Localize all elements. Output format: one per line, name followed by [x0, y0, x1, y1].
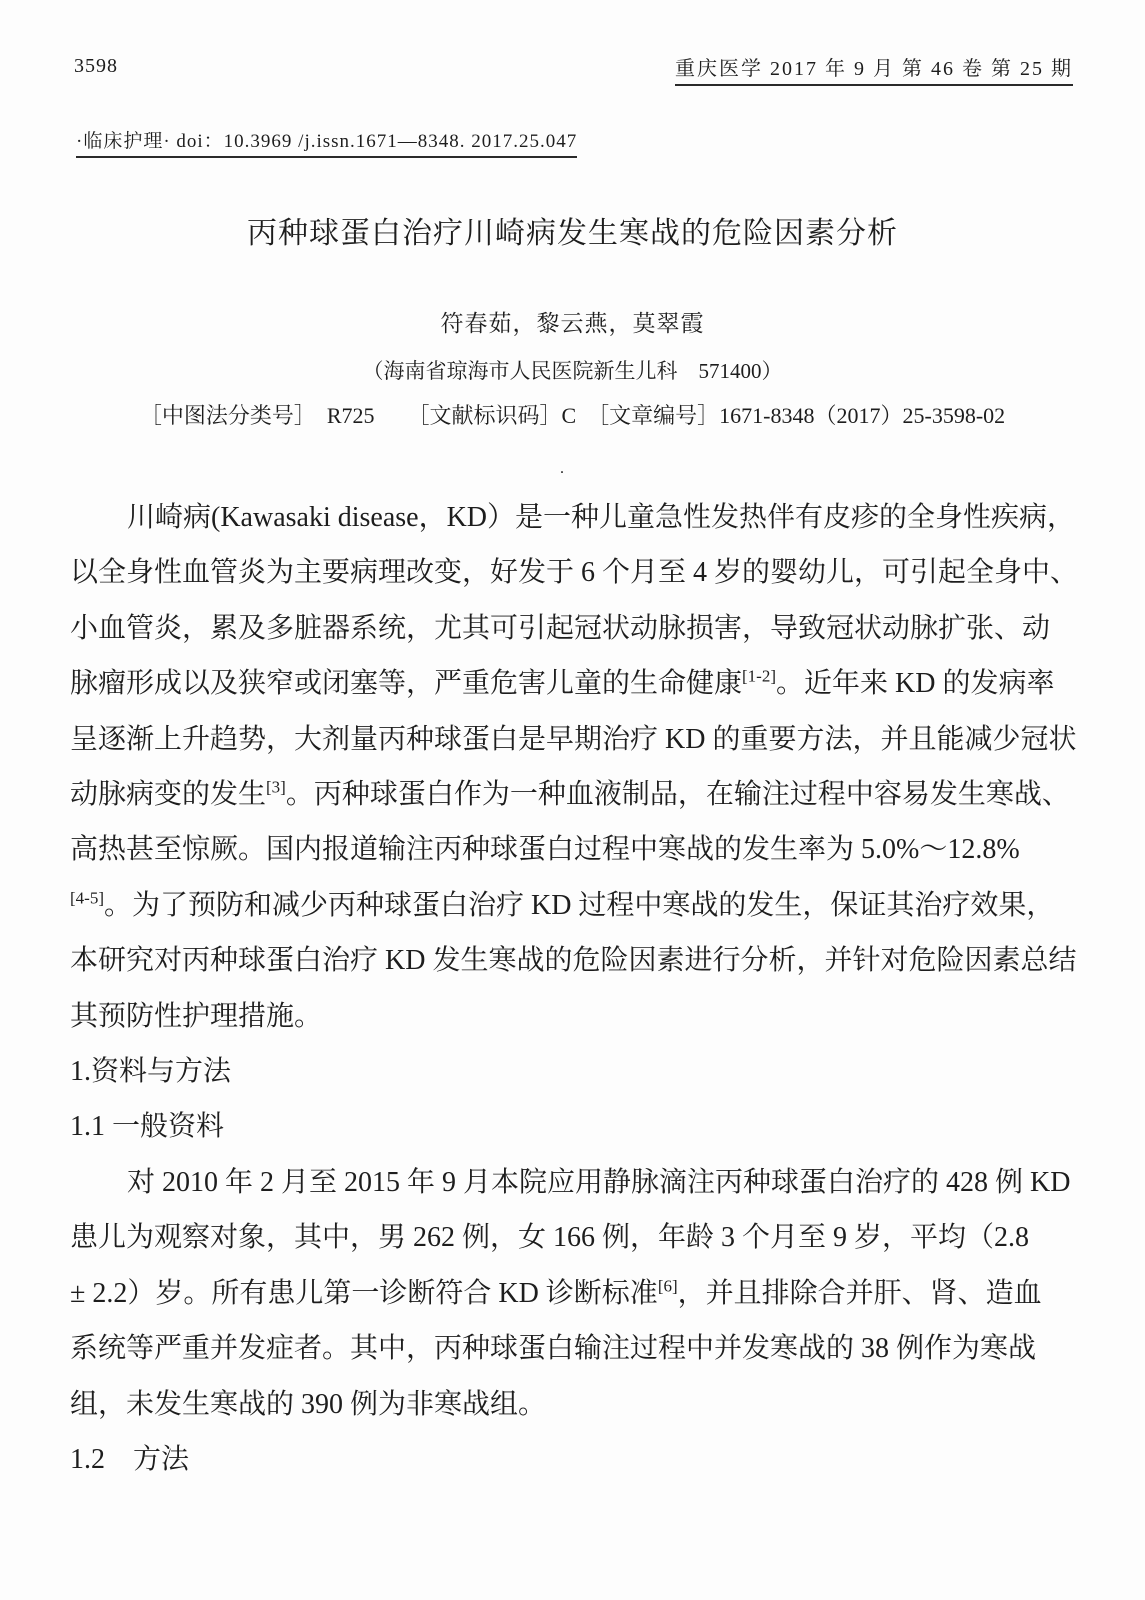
paragraph-line: [70, 767, 1076, 822]
text-segment: 1.资料与方法: [70, 1056, 232, 1088]
paragraph-line: [70, 1377, 1076, 1432]
paragraph-line: [70, 878, 1076, 933]
text-segment: 。近年来 KD 的发病率: [776, 668, 1055, 700]
text-segment: ，并且排除合并肝、肾、造血: [677, 1277, 1042, 1309]
citation-superscript: [1-2]: [742, 666, 776, 686]
text-segment: 小血管炎，累及多脏器系统，尤其可引起冠状动脉损害，导致冠状动脉扩张、动: [70, 612, 1051, 644]
author-list: 符春茹，黎云燕，莫翠霞: [440, 311, 705, 336]
text-segment: 。为了预防和减少丙种球蛋白治疗 KD 过程中寒战的发生，保证其治疗效果，: [103, 889, 1055, 921]
scan-artifact-dot: .: [560, 460, 564, 477]
paragraph-line: [70, 822, 1076, 877]
text-segment: 川崎病(Kawasaki disease，KD）是一种儿童急性发热伴有皮疹的全身性疾病，: [127, 502, 1076, 533]
text-segment: 动脉病变的发生: [70, 779, 267, 811]
text-segment: 本研究对丙种球蛋白治疗 KD 发生寒战的危险因素进行分析，并针对危险因素总结: [70, 945, 1077, 977]
paragraph-line: [70, 545, 1079, 600]
article-body: [70, 490, 1079, 1487]
text-segment: 患儿为观察对象，其中，男 262 例，女 166 例，年龄 3 个月至 9 岁，平均（2.8: [70, 1222, 1030, 1254]
text-segment: 以全身性血管炎为主要病理改变，好发于 6 个月至 4 岁的婴幼儿，可引起全身中、: [70, 557, 1079, 589]
paragraph-line: [70, 490, 1076, 545]
paragraph-line: [70, 1266, 1076, 1321]
section-heading: [70, 1044, 1076, 1099]
affiliation: （海南省琼海市人民医院新生儿科 571400）: [362, 359, 783, 383]
citation-superscript: [3]: [266, 777, 286, 797]
text-segment: 高热甚至惊厥。国内报道输注丙种球蛋白过程中寒战的发生率为 5.0%～12.8%: [70, 834, 1020, 866]
paragraph-line: [70, 656, 1076, 711]
section-heading: [70, 1099, 1076, 1154]
text-segment: 对 2010 年 2 月至 2015 年 9 月本院应用静脉滴注丙种球蛋白治疗的 428 例 KD: [127, 1166, 1071, 1198]
journal-issue-header: 重庆医学 2017 年 9 月 第 46 卷 第 25 期: [675, 52, 1073, 86]
text-segment: 1.1 一般资料: [70, 1111, 225, 1143]
paragraph-line: [70, 601, 1076, 656]
text-segment: 系统等严重并发症者。其中，丙种球蛋白输注过程中并发寒战的 38 例作为寒战: [70, 1333, 1037, 1365]
column-doi-line: ·临床护理· doi：10.3969 /j.issn.1671—8348. 2017.25.047: [76, 126, 577, 158]
paragraph-line: [70, 933, 1076, 988]
text-segment: 1.2 方法: [70, 1443, 190, 1475]
text-segment: 呈逐渐上升趋势，大剂量丙种球蛋白是早期治疗 KD 的重要方法，并且能减少冠状: [70, 723, 1077, 755]
paragraph-line: [70, 989, 1076, 1044]
text-segment: 组，未发生寒战的 390 例为非寒战组。: [70, 1388, 547, 1420]
paragraph-line: [70, 1210, 1076, 1265]
classification-meta: ［中图法分类号］ R725 ［文献标识码］C ［文章编号］1671-8348（2017）25-3598-02: [139, 403, 1006, 428]
paragraph-line: [70, 712, 1076, 767]
citation-superscript: [4-5]: [70, 888, 104, 908]
article-title: 丙种球蛋白治疗川崎病发生寒战的危险因素分析: [247, 217, 898, 250]
section-heading: [70, 1432, 1076, 1487]
paragraph-line: [70, 1321, 1076, 1376]
paragraph-line: [70, 1155, 1076, 1210]
text-segment: ± 2.2）岁。所有患儿第一诊断符合 KD 诊断标准: [70, 1277, 658, 1309]
text-segment: 其预防性护理措施。: [70, 1000, 323, 1032]
page-number: 3598: [74, 55, 118, 77]
text-segment: 。丙种球蛋白作为一种血液制品，在输注过程中容易发生寒战、: [285, 779, 1070, 811]
citation-superscript: [6]: [657, 1276, 678, 1296]
text-segment: 脉瘤形成以及狭窄或闭塞等，严重危害儿童的生命健康: [70, 668, 743, 700]
